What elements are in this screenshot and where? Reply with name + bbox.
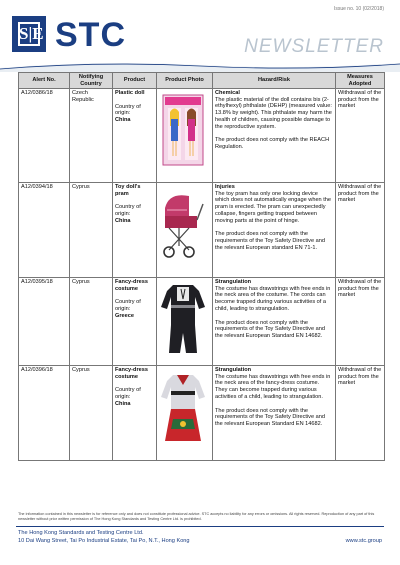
alert-no: A12/0395/18 [19,278,70,366]
table-header-row [19,73,385,89]
hazard-cell [213,278,336,366]
product-photo-cell [157,366,213,461]
newsletter-header [0,0,400,70]
header-country: Notifying Country [70,73,113,89]
notifying-country: Cyprus [70,278,113,366]
origin-label: Country of origin: [115,387,141,401]
notifying-country: Czech Republic [70,89,113,183]
origin-country: China [115,117,131,124]
product-name: Fancy-dress costume [115,279,148,292]
footer-website-link[interactable]: www.stc.group [345,538,382,544]
product-cell [113,278,157,366]
newsletter-title: NEWSLETTER [244,36,384,57]
hazard-cell [213,89,336,183]
product-cell [113,366,157,461]
hazard-type: Chemical [215,90,240,96]
hazard-description: The costume has drawstrings with free ends in the neck area of the fancy-dress costume. They can become trapped during various activities of a child, leading to strangulation. [215,373,331,400]
header-product: Product [113,73,157,89]
footer-disclaimer: The information contained in this newsletter is for reference only and does not constitute professional advice. STC accepts no liability for any errors or omissions. All rights reserved. Reproduction of any part of this newsletter without prior written permission of The Hong Kong Standards and Testing Centre Ltd. is prohibited. [18,512,375,521]
measures-adopted: Withdrawal of the product from the market [336,89,385,183]
doll-box-photo [159,92,207,170]
footer-company: The Hong Kong Standards and Testing Centre Ltd. [18,530,144,536]
origin-label: Country of origin: [115,204,141,218]
origin-label: Country of origin: [115,103,141,117]
header-wave [0,58,400,72]
costume-black-photo [159,281,207,359]
footer-divider [16,526,384,527]
notifying-country: Cyprus [70,183,113,278]
hazard-description: The costume has drawstrings with free ends in the neck area of the costume. The cords can become trapped during various activities of a child, leading to strangulation. [215,285,331,312]
hazard-cell [213,366,336,461]
table-row [19,278,385,366]
header-photo: Product Photo [157,73,213,89]
product-photo-cell [157,183,213,278]
hazard-type: Injuries [215,184,235,190]
table-row [19,183,385,278]
origin-country: China [115,400,131,407]
table-row [19,366,385,461]
stc-logo [12,16,46,52]
alert-no: A12/0386/18 [19,89,70,183]
measures-adopted: Withdrawal of the product from the market [336,183,385,278]
compliance-note: The product does not comply with the requirements of the Toy Safety Directive and the relevant European Standard EN 14682. [215,319,325,339]
compliance-note: The product does not comply with the REACH Regulation. [215,137,330,150]
alert-no: A12/0396/18 [19,366,70,461]
logo-mark: S|E [19,24,44,43]
compliance-note: The product does not comply with the requirements of the Toy Safety Directive and the relevant European standard EN 71-1. [215,231,325,251]
hazard-description: The plastic material of the doll contains bis (2-ethylhexyl) phthalate (DEHP) (measured value: 13.8% by weight). This phthalate may harm the health of children, causing possible damage to the reproductive system. [215,96,332,130]
compliance-note: The product does not comply with the requirements of the Toy Safety Directive and the relevant European Standard EN 14682. [215,407,325,427]
origin-country: Greece [115,312,134,319]
product-cell [113,183,157,278]
brand-name: STC [55,16,126,54]
product-photo-cell [157,89,213,183]
product-name: Toy doll's pram [115,184,141,197]
hazard-type: Strangulation [215,279,252,285]
hazard-type: Strangulation [215,367,252,373]
origin-label: Country of origin: [115,299,141,313]
origin-country: China [115,217,131,224]
measures-adopted: Withdrawal of the product from the market [336,366,385,461]
issue-reference: Issue no. 10 (02/2018) [333,6,384,12]
costume-red-photo [159,369,207,447]
product-name: Plastic doll [115,90,145,96]
header-alert-no: Alert No. [19,73,70,89]
footer-address: 10 Dai Wang Street, Tai Po Industrial Estate, Tai Po, N.T., Hong Kong [18,538,190,544]
pram-photo [159,186,207,264]
notifying-country: Cyprus [70,366,113,461]
header-measures: Measures Adopted [336,73,385,89]
alert-no: A12/0394/18 [19,183,70,278]
alerts-table [18,72,385,461]
product-photo-cell [157,278,213,366]
hazard-cell [213,183,336,278]
table-row [19,89,385,183]
measures-adopted: Withdrawal of the product from the market [336,278,385,366]
header-hazard: Hazard/Risk [213,73,336,89]
hazard-description: The toy pram has only one locking device which does not automatically engage when the pram is erected. The pram can unexpectedly collapse, fingers getting trapped between moving parts at the point of hinge. [215,190,331,224]
product-name: Fancy-dress costume [115,367,148,380]
product-cell [113,89,157,183]
